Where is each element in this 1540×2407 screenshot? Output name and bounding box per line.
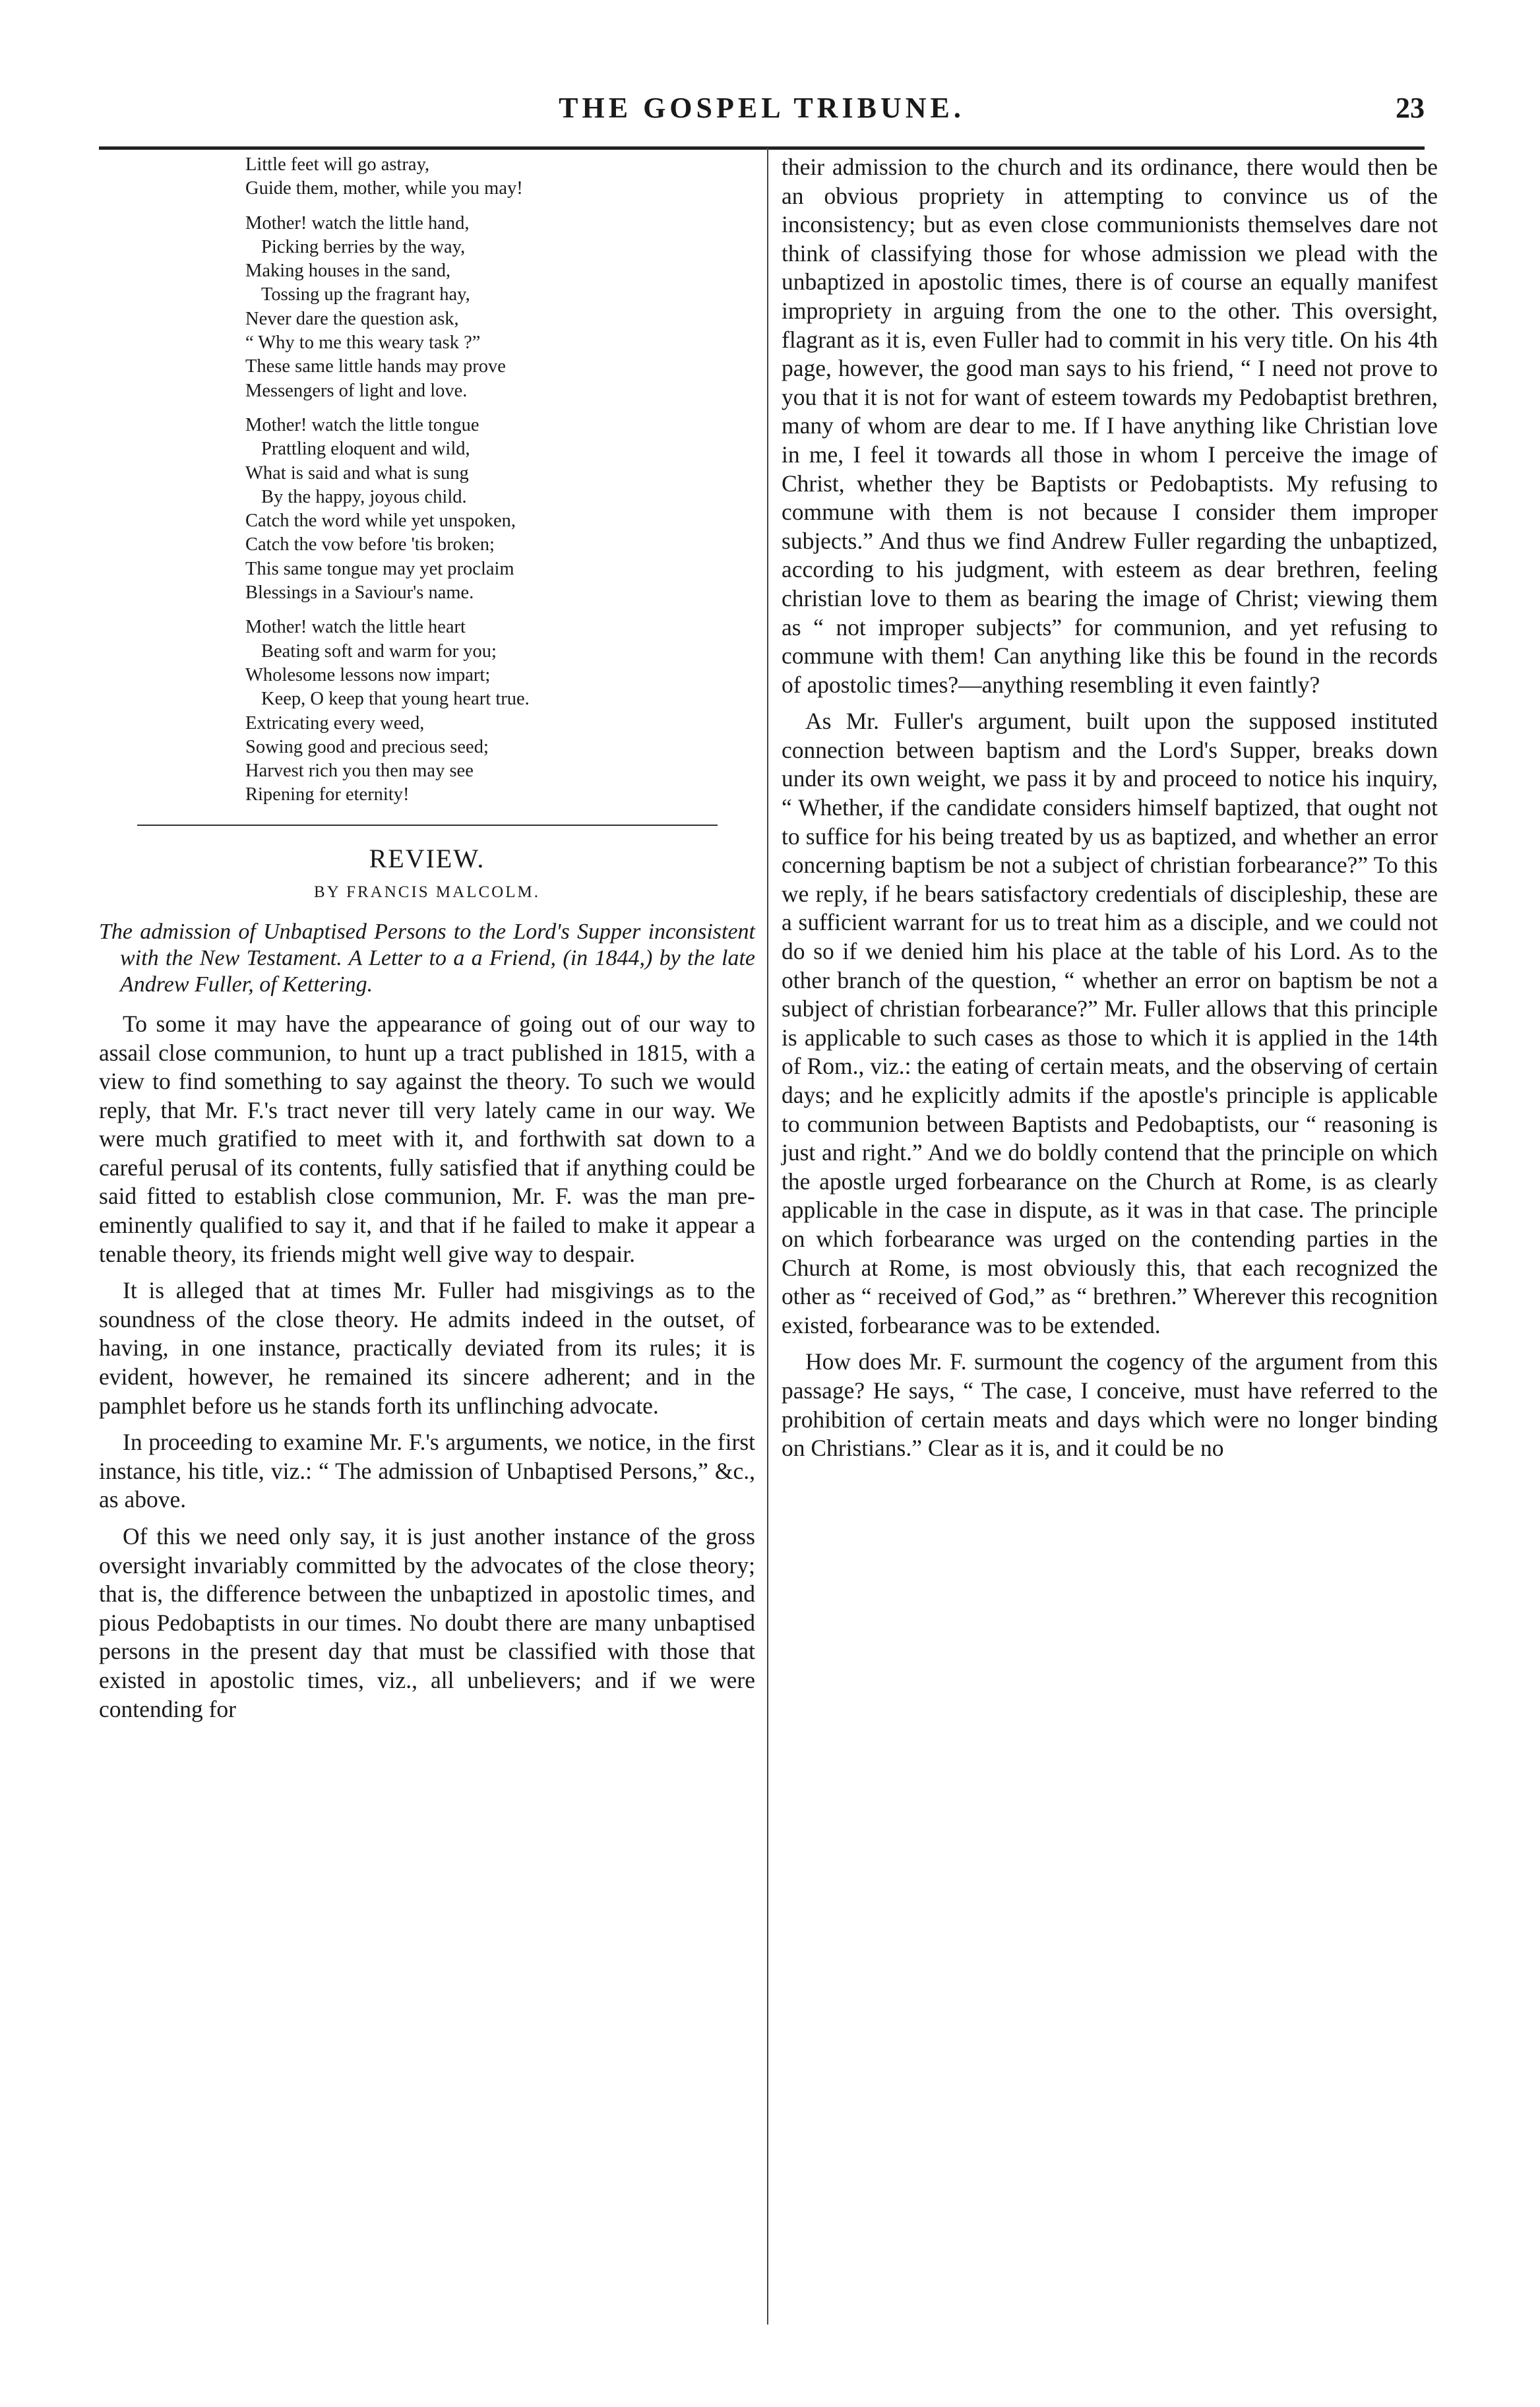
running-title: THE GOSPEL TRIBUNE. [559, 92, 965, 124]
poem-line: Extricating every weed, [245, 712, 425, 734]
poem-line: Little feet will go astray, [245, 154, 430, 175]
right-column [782, 153, 1438, 1471]
poem-line: Mother! watch the little heart [245, 617, 466, 638]
poem-line: Prattling eloquent and wild, [261, 439, 470, 460]
poem-line: Tossing up the fragrant hay, [261, 284, 470, 305]
poem-stanza [245, 414, 755, 605]
poem-line: Making houses in the sand, [245, 261, 451, 282]
poem-line: “ Why to me this weary task ?” [245, 332, 481, 354]
poem-line: Keep, O keep that young heart true. [261, 689, 530, 710]
right-paragraphs [782, 153, 1438, 1463]
article-paragraph: How does Mr. F. surmount the cogency of the argument from this passage? He says, “ The case, I conceive, must have referred to the prohibition of certain meats and days which were no longer binding on Christians.” Clear as it is, and it could be no [782, 1348, 1438, 1462]
review-title: REVIEW. [369, 843, 485, 873]
article-paragraph: In proceeding to examine Mr. F.'s arguments, we notice, in the first instance, his title, viz.: “ The admission of Unbaptised Persons,” &c., as above. [99, 1429, 755, 1513]
poem-line: Blessings in a Saviour's name. [245, 582, 474, 604]
poem-stanzas [245, 153, 755, 807]
page-header [99, 86, 1425, 139]
article-paragraph: Of this we need only say, it is just another instance of the gross oversight invariably committed by the advocates of the close theory; that is, the difference between the unbaptized in apostolic times, and pious Pedobaptists in our times. No doubt there are many unbaptised persons in the present day that must be classified with those that existed in apostolic times, viz., all unbelievers; and if we were contending for [99, 1523, 755, 1722]
article-paragraph: As Mr. Fuller's argument, built upon the supposed instituted connection between baptism and the Lord's Supper, breaks down under its own weight, we pass it by and proceed to notice his inquiry, “ Whether, if the candidate considers himself baptized, that ought not to suffice for his being treated by us as baptized, and whether an error concerning baptism be not a subject of christian forbearance?” To this we reply, if he bears satisfactory credentials of discipleship, these are a sufficient warrant for us to treat him as a disciple, and we could not do so if we denied him his place at the table of his Lord. As to the other branch of the question, “ whether an error on baptism be not a subject of christian forbearance?” Mr. Fuller allows that this principle is applicable to such cases as those to which it is applied in the 14th of Rom., viz.: the eating of certain meats, and the observing of certain days; and he explicitly admits if the apostle's principle is applicable to communion between Baptists and Pedobaptists, our “ reasoning is just and right.” And we do boldly contend that the principle on which the apostle urged forbearance on the Church at Rome, is as clearly applicable in the case in dispute, as it was in that case. The principle on which forbearance was urged on the contending parties in the Church at Rome, is most obviously this, that each recognized the other as “ received of God,” as “ brethren.” Wherever this recognition existed, forbearance was to be extended. [782, 708, 1438, 1338]
poem-line: Messengers of light and love. [245, 380, 468, 401]
poem-line: These same little hands may prove [245, 356, 506, 377]
poem-line: Mother! watch the little tongue [245, 414, 479, 435]
page-number: 23 [1396, 92, 1425, 124]
left-paragraphs [99, 1010, 755, 1724]
section-rule [137, 825, 718, 826]
poem-line: Beating soft and warm for you; [261, 641, 497, 662]
poem-line: Picking berries by the way, [261, 236, 466, 257]
article-paragraph: their admission to the church and its ordinance, there would then be an obvious propriety in attempting to convince us of the inconsistency; but as even close communionists themselves dare not think of classifying those for whose admission we plead with the unbaptized in apostolic times, there is of course an equally manifest impropriety in arguing from the one to the other. This oversight, flagrant as it is, even Fuller had to commit in his very title. On his 4th page, however, the good man says to his friend, “ I need not prove to you that it is not for want of esteem towards my Pedobaptist brethren, many of whom are dear to me. If I have anything like Christian love in me, I feel it towards all those in whom I perceive the image of Christ, whether they be Baptists or Pedobaptists. My refusing to commune with them is not because I consider them improper subjects.” And thus we find Andrew Fuller regarding the unbaptized, according to his judgment, with esteem as dear brethren, feeling christian love to them as bearing the image of Christ; viewing them as “ not improper subjects” for communion, and yet refusing to commune with them! Can anything like this be found in the records of apostolic times?—anything resembling it even faintly? [782, 154, 1438, 698]
poem-line: What is said and what is sung [245, 462, 469, 484]
article-paragraph: To some it may have the appearance of going out of our way to assail close communion, to hunt up a tract published in 1815, with a view to find something to say against the theory. To such we would reply, that Mr. F.'s tract never till very lately came in our way. We were much gratified to meet with it, and forthwith sat down to a careful perusal of its contents, fully satisfied that if anything could be said fitted to establish close communion, Mr. F. was the man pre-eminently qualified to say it, and that if he failed to make it appear a tenable theory, its friends might well give way to despair. [99, 1010, 755, 1267]
header-rule [99, 146, 1425, 150]
poem-line: This same tongue may yet proclaim [245, 558, 514, 579]
poem-line: Mother! watch the little hand, [245, 212, 470, 234]
poem-line: Guide them, mother, while you may! [245, 178, 523, 199]
poem-line: Catch the word while yet unspoken, [245, 511, 516, 532]
poem-line: Ripening for eternity! [245, 784, 410, 805]
poem-line: By the happy, joyous child. [261, 486, 467, 507]
left-column [99, 153, 755, 1732]
poem-line: Wholesome lessons now impart; [245, 664, 491, 685]
poem-stanza [245, 615, 755, 807]
column-divider [767, 148, 768, 2325]
poem-line: Catch the vow before 'tis broken; [245, 534, 495, 555]
article-paragraph: It is alleged that at times Mr. Fuller had misgivings as to the soundness of the close theory. He admits indeed in the outset, of having, in one instance, practically deviated from its rules; it is evident, however, he remained its sincere adherent; and in the pamphlet before us he stands forth its unflinching advocate. [99, 1277, 755, 1419]
poem-line: Harvest rich you then may see [245, 761, 474, 782]
poem-line: Sowing good and precious seed; [245, 736, 489, 757]
poem-line: Never dare the question ask, [245, 308, 459, 329]
poem [245, 153, 755, 807]
review-byline: BY FRANCIS MALCOLM. [314, 883, 540, 902]
poem-stanza [245, 212, 755, 403]
poem-stanza [245, 153, 755, 201]
review-citation: The admission of Unbaptised Persons to the Lord's Supper inconsistent with the New Testament. A Letter to a a Friend, (in 1844,) by the late Andrew Fuller, of Kettering. [99, 919, 755, 997]
